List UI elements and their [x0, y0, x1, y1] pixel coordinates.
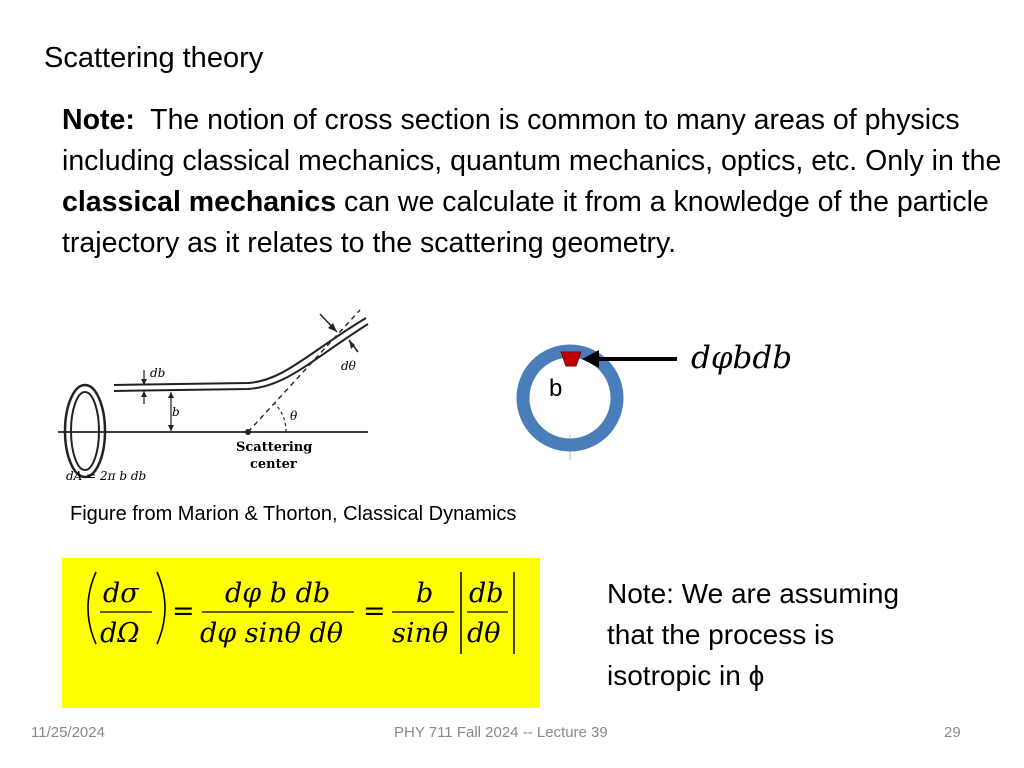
equals-2: = [363, 596, 386, 627]
b-arrowhead-bottom [168, 425, 174, 431]
b-arrowhead-top [168, 392, 174, 398]
dphi-b-db-expr: dφbdb [691, 340, 793, 376]
area-label: dA = 2π b db [66, 469, 147, 483]
scattering-center-dot [245, 429, 251, 435]
isotropy-note-line-3: isotropic in ϕ [607, 660, 765, 691]
note-paragraph [62, 100, 1002, 264]
figure-caption: Figure from Marion & Thorton, Classical Dynamics [70, 503, 517, 525]
note-text-2: can we calculate it from a knowledge of the particle trajectory as it relates to the scattering geometry. [62, 186, 989, 259]
isotropy-note-line-1: Note: We are assuming [607, 578, 900, 609]
note-bold-term: classical mechanics [62, 186, 337, 218]
isotropy-note [607, 573, 987, 696]
center-label: center [250, 457, 297, 472]
footer-title: PHY 711 Fall 2024 -- Lecture 39 [394, 724, 608, 741]
ring-b-label: b [549, 375, 563, 402]
isotropy-note-line-2: that the process is [607, 619, 835, 650]
b-label: b [172, 405, 180, 419]
db-label: db [150, 366, 166, 380]
right-paren [157, 572, 165, 644]
red-area-element [561, 352, 581, 366]
mid-denominator: dφ sinθ dθ [200, 618, 344, 649]
lhs-denominator: dΩ [100, 618, 140, 649]
theta-label: θ [290, 409, 298, 423]
left-paren [88, 572, 96, 644]
note-text-1: The notion of cross section is common to many areas of physics including classical mechanics, quantum mechanics, optics, etc. Only in the [62, 104, 1002, 177]
rhs-denominator: sinθ [392, 618, 449, 649]
scattering-figure [58, 308, 378, 483]
dtheta-label: dθ [341, 359, 356, 373]
equals-1: = [172, 596, 195, 627]
equation-box [62, 558, 540, 708]
slide-title: Scattering theory [44, 42, 264, 74]
footer-date: 11/25/2024 [31, 724, 105, 741]
lhs-numerator: dσ [103, 578, 139, 609]
theta-arc [275, 404, 286, 432]
abs-numerator: db [469, 578, 504, 609]
ring-diagram [505, 330, 825, 465]
db-arrowhead-bottom [141, 391, 147, 397]
trajectory-lower [114, 324, 368, 391]
rhs-numerator: b [416, 578, 434, 609]
abs-denominator: dθ [467, 618, 501, 649]
ring-inner [71, 392, 99, 470]
slide-number: 29 [944, 724, 961, 741]
scattering-label: Scattering [236, 440, 313, 455]
cross-section-equation [62, 558, 540, 708]
note-label: Note: [62, 104, 135, 136]
mid-numerator: dφ b db [225, 578, 331, 609]
